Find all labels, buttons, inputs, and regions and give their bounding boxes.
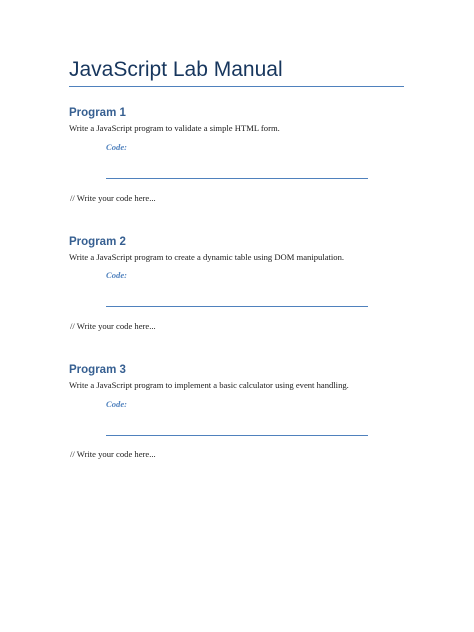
code-placeholder: // Write your code here... xyxy=(70,321,156,331)
code-label: Code: xyxy=(106,399,128,409)
code-divider xyxy=(106,435,368,436)
document-title: JavaScript Lab Manual xyxy=(69,58,283,81)
program-description: Write a JavaScript program to implement a basic calculator using event handling. xyxy=(69,380,349,390)
program-section-2 xyxy=(69,235,404,331)
program-section-3 xyxy=(69,363,404,459)
title-divider xyxy=(69,86,404,87)
program-section-1 xyxy=(69,106,404,203)
program-heading: Program 1 xyxy=(69,107,126,119)
program-heading: Program 3 xyxy=(69,364,126,376)
code-placeholder: // Write your code here... xyxy=(70,193,156,203)
program-description: Write a JavaScript program to validate a simple HTML form. xyxy=(69,123,280,133)
code-placeholder: // Write your code here... xyxy=(70,449,156,459)
program-description: Write a JavaScript program to create a dynamic table using DOM manipulation. xyxy=(69,252,345,262)
code-label: Code: xyxy=(106,142,128,152)
code-label: Code: xyxy=(106,270,128,280)
code-divider xyxy=(106,306,368,307)
program-heading: Program 2 xyxy=(69,236,126,248)
code-divider xyxy=(106,178,368,179)
